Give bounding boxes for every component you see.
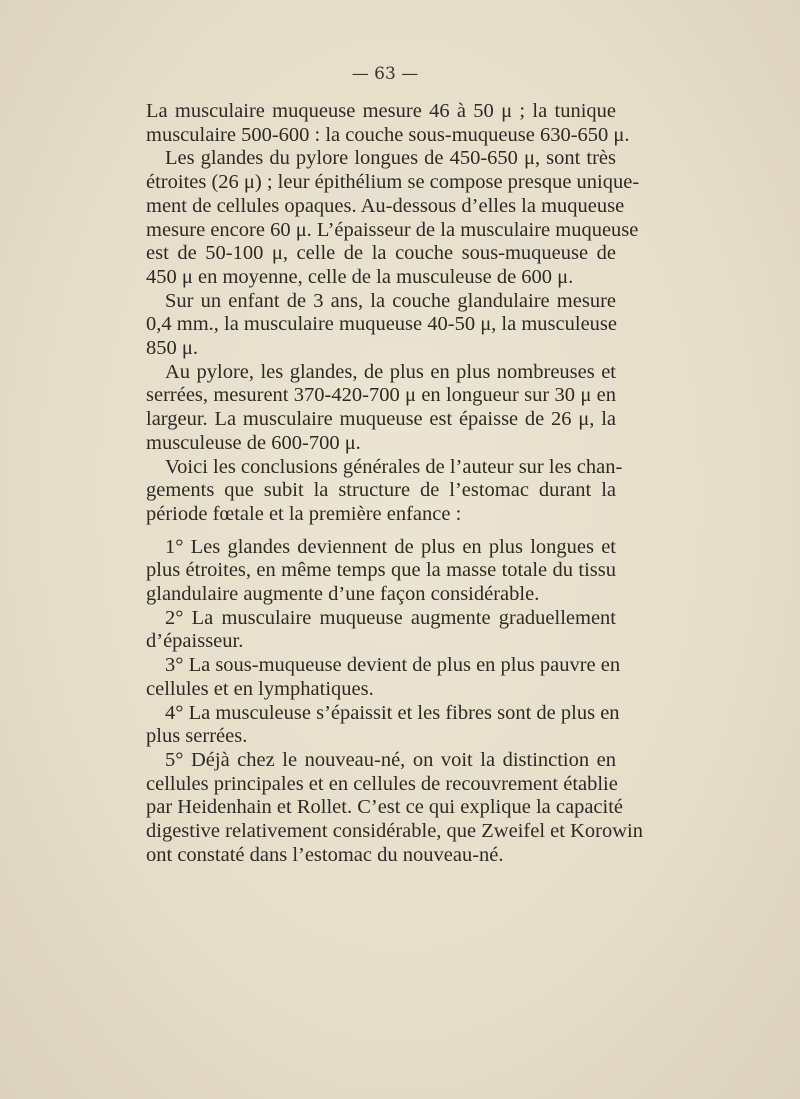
text-line: Au pylore, les glandes, de plus en plus nombreuses et	[165, 360, 616, 383]
text-line: plus étroites, en même temps que la masse totale du tissu	[146, 559, 616, 582]
text-line: musculaire 500-600 : la couche sous-muqueuse 630-650 μ.	[146, 123, 630, 146]
text-line: serrées, mesurent 370-420-700 μ en longueur sur 30 μ en	[146, 384, 616, 407]
text-line: 450 μ en moyenne, celle de la musculeuse de 600 μ.	[146, 265, 574, 288]
text-line: est de 50-100 μ, celle de la couche sous-muqueuse de	[146, 242, 616, 265]
text-line: 0,4 mm., la musculaire muqueuse 40-50 μ, la musculeuse	[146, 313, 617, 336]
text-line: ment de cellules opaques. Au-dessous d’elles la muqueuse	[146, 194, 625, 217]
text-line: plus serrées.	[146, 725, 248, 748]
text-line: cellules et en lymphatiques.	[146, 677, 374, 700]
text-line: 2° La musculaire muqueuse augmente graduellement	[165, 606, 616, 629]
text-line: Les glandes du pylore longues de 450-650 μ, sont très	[165, 147, 616, 170]
text-line: 1° Les glandes deviennent de plus en plus longues et	[165, 535, 616, 558]
body-text	[146, 100, 643, 868]
text-line: 4° La musculeuse s’épaissit et les fibres sont de plus en	[165, 701, 620, 724]
text-line: La musculaire muqueuse mesure 46 à 50 μ ; la tunique	[146, 100, 616, 122]
text-line: Sur un enfant de 3 ans, la couche glandulaire mesure	[165, 289, 616, 312]
text-line: gements que subit la structure de l’estomac durant la	[146, 479, 616, 502]
text-line: d’épaisseur.	[146, 630, 244, 653]
text-line: par Heidenhain et Rollet. C’est ce qui explique la capacité	[146, 796, 624, 819]
text-line: 5° Déjà chez le nouveau-né, on voit la distinction en	[165, 748, 616, 771]
text-line: digestive relativement considérable, que Zweifel et Korowin	[146, 820, 643, 843]
text-line: glandulaire augmente d’une façon considérable.	[146, 583, 540, 606]
text-line: ont constaté dans l’estomac du nouveau-né.	[146, 843, 504, 866]
paragraph-gap	[146, 527, 616, 536]
text-line: étroites (26 μ) ; leur épithélium se compose presque unique-	[146, 171, 640, 194]
text-line: mesure encore 60 μ. L’épaisseur de la musculaire muqueuse	[146, 218, 639, 241]
text-line: 3° La sous-muqueuse devient de plus en plus pauvre en	[165, 654, 621, 677]
text-line: Voici les conclusions générales de l’auteur sur les chan-	[165, 455, 623, 478]
text-line: cellules principales et en cellules de recouvrement établie	[146, 772, 618, 795]
text-line: musculeuse de 600-700 μ.	[146, 431, 361, 454]
page-number: — 63 —	[351, 64, 419, 84]
text-line: période fœtale et la première enfance :	[146, 502, 462, 525]
text-line: 850 μ.	[146, 337, 198, 360]
text-line: largeur. La musculaire muqueuse est épaisse de 26 μ, la	[146, 408, 616, 431]
